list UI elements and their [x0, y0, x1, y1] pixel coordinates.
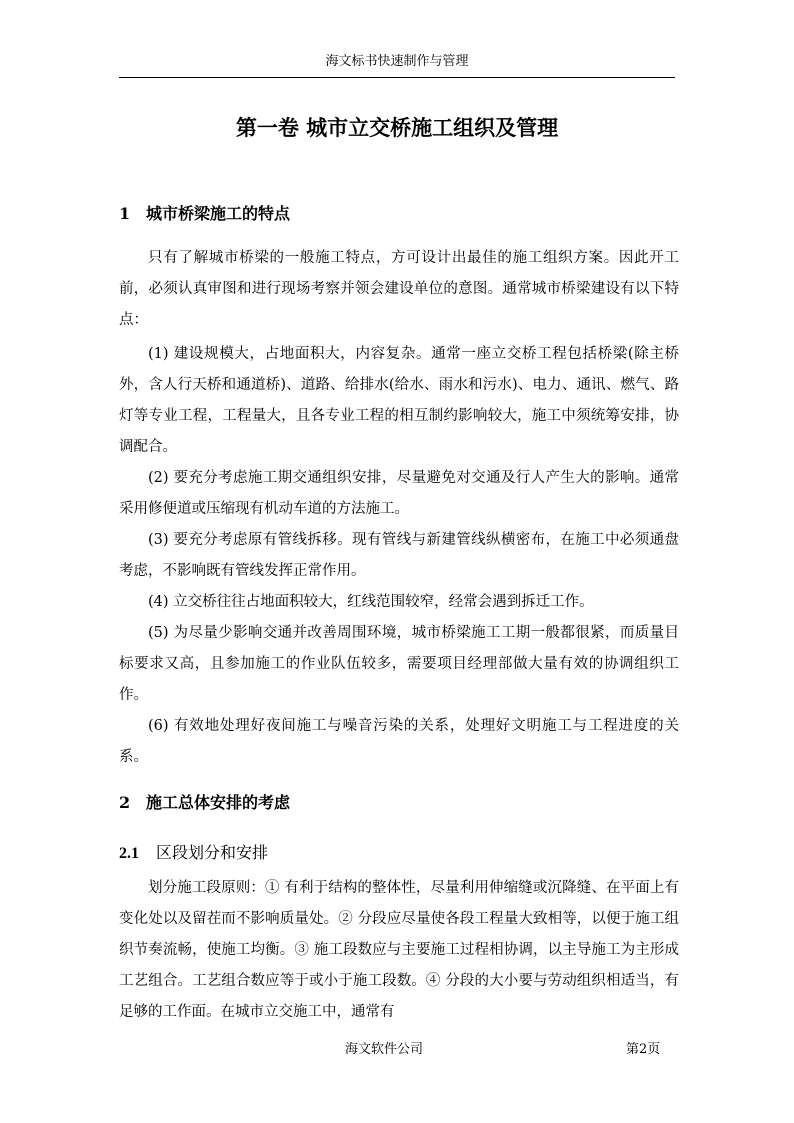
list-item: (5) 为尽量少影响交通并改善周围环境，城市桥梁施工工期一般都很紧，而质量目标要求又高，且参加施工的作业队伍较多，需要项目经理部做大量有效的协调组织工作。	[119, 625, 679, 703]
document-title: 第一卷 城市立交桥施工组织及管理	[235, 116, 559, 140]
list-item: (2) 要充分考虑施工期交通组织安排，尽量避免对交通及行人产生大的影响。通常采用修便道或压缩现有机动车道的方法施工。	[119, 470, 679, 517]
intro-paragraph: 只有了解城市桥梁的一般施工特点，方可设计出最佳的施工组织方案。因此开工前，必须认真审图和进行现场考察并领会建设单位的意图。通常城市桥梁建设有以下特点：	[119, 250, 679, 328]
page-header: 海文标书快速制作与管理	[119, 52, 675, 78]
section-title: 施工总体安排的考虑	[146, 793, 291, 812]
section-number: 2.1	[119, 845, 139, 862]
section-number: 1	[119, 204, 131, 223]
section-2-heading	[119, 790, 290, 816]
section-title: 城市桥梁施工的特点	[146, 204, 291, 223]
page-number: 第2页	[626, 1042, 661, 1057]
section-1-heading	[119, 201, 290, 227]
list-item: (1) 建设规模大，占地面积大，内容复杂。通常一座立交桥工程包括桥梁(除主桥外，含人行天桥和通道桥)、道路、给排水(给水、雨水和污水)、电力、通讯、燃气、路灯等专业工程，工程量大，且各专业工程的相互制约影响较大，施工中须统筹安排，协调配合。	[119, 346, 679, 455]
body-paragraph: 划分施工段原则：① 有利于结构的整体性，尽量利用伸缩缝或沉降缝、在平面上有变化处以及留茬而不影响质量处。② 分段应尽量使各段工程量大致相等，以便于施工组织节奏流畅，使施工均衡。③ 施工段数应与主要施工过程相协调，以主导施工为主形成工艺组合。工艺组合数应等于或小于施工段数。④ 分段的大小要与劳动组织相适当，有足够的工作面。在城市立交施工中，通常有	[119, 880, 679, 1020]
list-item: (4) 立交桥往往占地面积较大，红线范围较窄，经常会遇到拆迁工作。	[148, 594, 594, 610]
section-2-1-heading	[119, 840, 268, 867]
section-title: 区段划分和安排	[156, 843, 269, 862]
section-number: 2	[119, 793, 131, 812]
list-item: (3) 要充分考虑原有管线拆移。现有管线与新建管线纵横密布，在施工中必须通盘考虑，不影响既有管线发挥正常作用。	[119, 532, 679, 579]
footer-company: 海文软件公司	[345, 1042, 424, 1057]
list-item: (6) 有效地处理好夜间施工与噪音污染的关系，处理好文明施工与工程进度的关系。	[119, 718, 679, 765]
